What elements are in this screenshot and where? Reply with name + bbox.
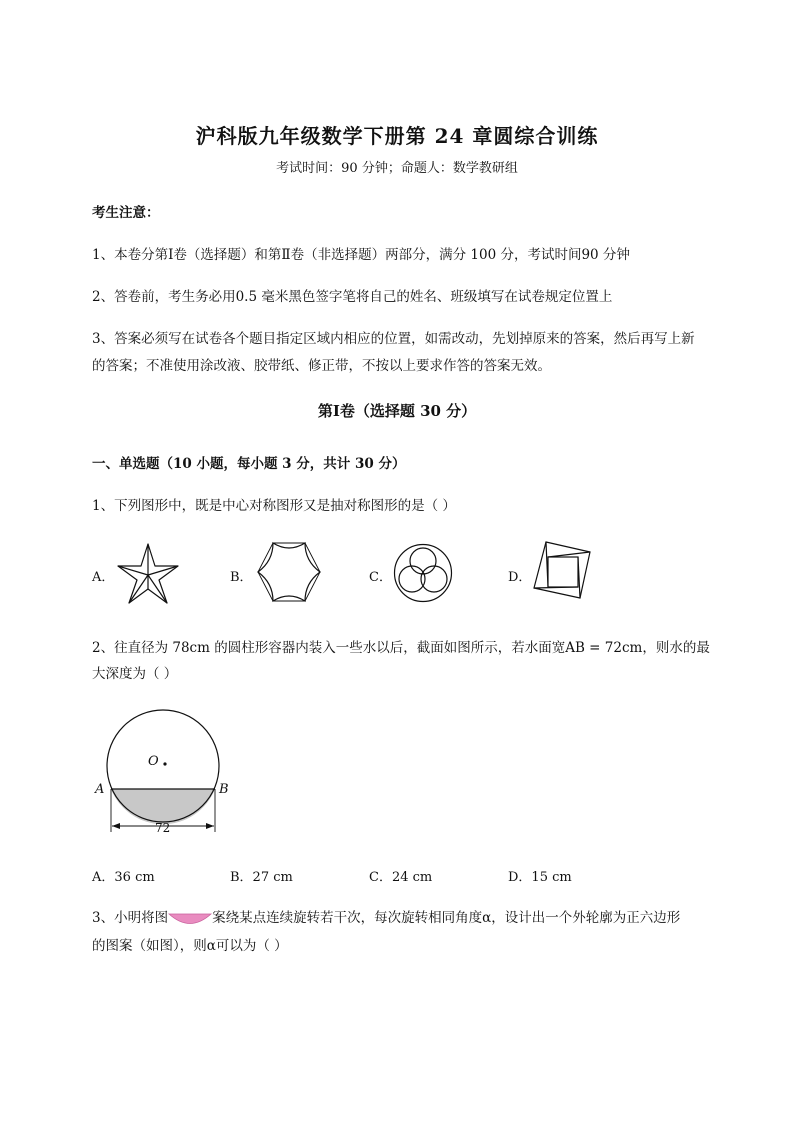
- q1-option-b-label: B．: [230, 570, 253, 585]
- section-title: 第Ⅰ卷（选择题 30 分）: [317, 402, 477, 420]
- q3-stem-line2: 的图案（如图），则α可以为（ ）: [92, 938, 288, 954]
- q3-stem-pre: 3、小明将图: [92, 910, 169, 926]
- q2-label-o: O: [148, 754, 159, 769]
- q1-option-d-label: D．: [508, 570, 532, 585]
- q1-figure-star: [116, 542, 180, 606]
- exam-subtitle: 考试时间：90 分钟；命题人：数学教研组: [276, 161, 518, 176]
- q2-stem-line2: 大深度为（ ）: [92, 666, 178, 682]
- q1-figure-circles: [393, 543, 453, 603]
- q2-label-a: A: [95, 782, 105, 797]
- q1-figure-squares: [532, 540, 592, 604]
- q3-stem-line1: [92, 906, 680, 926]
- q1-option-c-label: C．: [369, 570, 392, 585]
- part-heading: 一、单选题（10 小题，每小题 3 分，共计 30 分）: [92, 456, 406, 472]
- notice-item-3-cont: 的答案；不准使用涂改液、胶带纸、修正带，不按以上要求作答的答案无效。: [92, 358, 551, 374]
- q1-option-a-label: A．: [92, 570, 115, 585]
- exam-title: 沪科版九年级数学下册第 24 章圆综合训练: [195, 124, 599, 148]
- q3-pink-segment-icon: [168, 912, 212, 926]
- q2-option-c: C．24 cm: [369, 870, 433, 885]
- q2-label-b: B: [219, 782, 229, 797]
- notice-item-3: 3、答案必须写在试卷各个题目指定区域内相应的位置，如需改动，先划掉原来的答案，然后再写上新: [92, 331, 695, 347]
- notice-heading: 考生注意：: [92, 205, 160, 221]
- q2-option-a: A．36 cm: [92, 870, 155, 885]
- notice-item-1: 1、本卷分第Ⅰ卷（选择题）和第Ⅱ卷（非选择题）两部分，满分 100 分，考试时间90 分钟: [92, 247, 630, 263]
- q1-figure-hexagon-arcs: [256, 541, 322, 603]
- q2-stem-line1: 2、往直径为 78cm 的圆柱形容器内装入一些水以后，截面如图所示，若水面宽AB = 72cm，则水的最: [92, 640, 710, 656]
- q2-option-d: D．15 cm: [508, 870, 572, 885]
- q3-stem-post: 案绕某点连续旋转若干次，每次旋转相同角度α，设计出一个外轮廓为正六边形: [212, 910, 681, 926]
- q1-stem: 1、下列图形中，既是中心对称图形又是抽对称图形的是（ ）: [92, 498, 456, 514]
- q2-label-width: 72: [155, 821, 171, 835]
- q2-option-b: B．27 cm: [230, 870, 293, 885]
- notice-item-2: 2、答卷前，考生务必用0.5 毫米黑色签字笔将自己的姓名、班级填写在试卷规定位置上: [92, 289, 613, 305]
